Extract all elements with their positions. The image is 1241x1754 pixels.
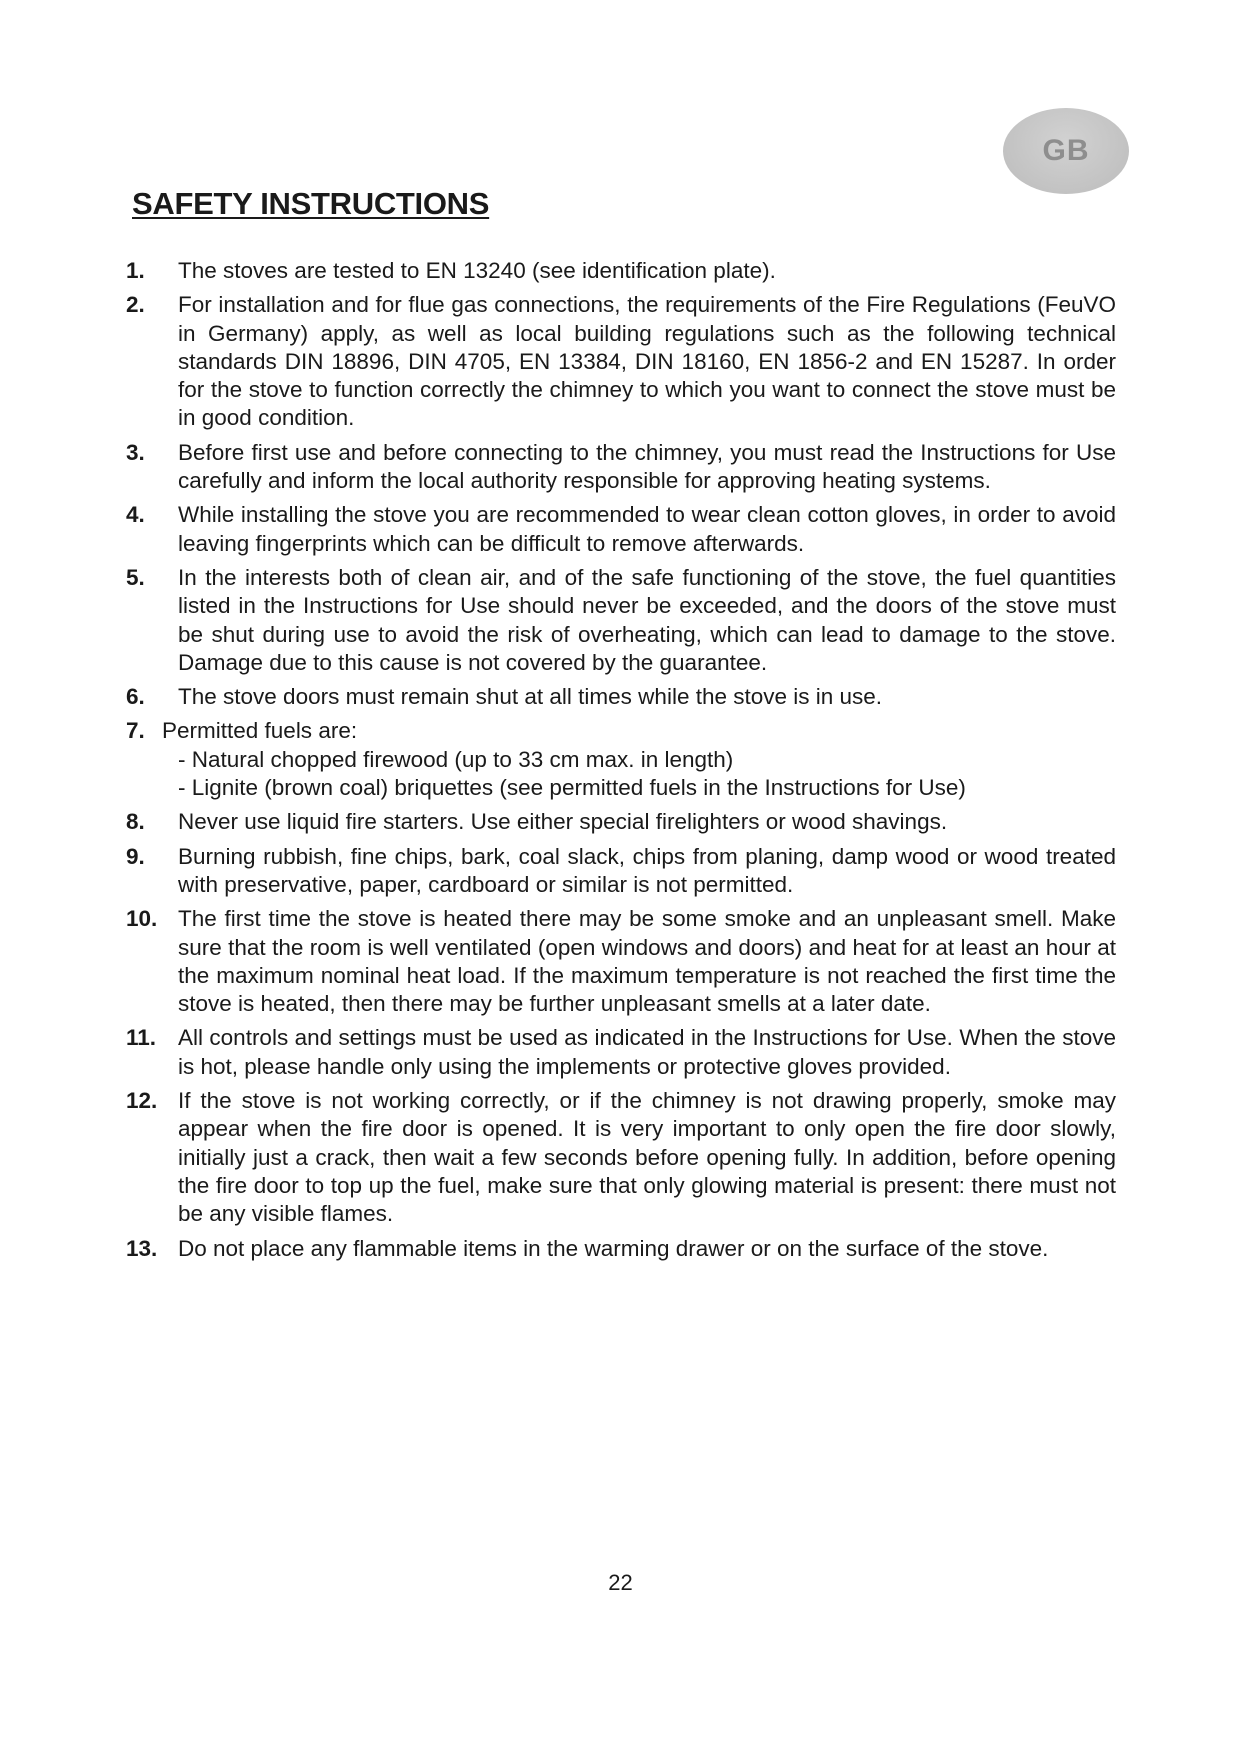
- instruction-text: The stoves are tested to EN 13240 (see identification plate).: [178, 258, 776, 283]
- fuel-list-item: - Natural chopped firewood (up to 33 cm max. in length): [178, 746, 734, 772]
- page-number: 22: [608, 1570, 633, 1595]
- instruction-item: [126, 717, 1116, 802]
- instruction-number: 6.: [126, 684, 145, 710]
- instruction-text: Permitted fuels are:: [162, 718, 358, 744]
- instruction-item: [126, 843, 1116, 900]
- instruction-item: [126, 683, 1116, 711]
- instruction-number: 2.: [126, 292, 145, 318]
- instruction-number: 8.: [126, 809, 145, 835]
- instruction-item: [126, 439, 1116, 496]
- instruction-number: 4.: [126, 502, 145, 528]
- instruction-number: 10.: [126, 906, 158, 932]
- instruction-text: Burning rubbish, fine chips, bark, coal slack, chips from planing, damp wood or wood treated with preservative, paper, cardboard or similar is not permitted.: [178, 843, 1116, 897]
- instruction-text: For installation and for flue gas connections, the requirements of the Fire Regulations (FeuVO in Germany) apply, as well as local building regulations such as the following technical standards DIN 18896, DIN 4705, EN 13384, DIN 18160, EN 1856-2 and EN 15287. In order for the stove to function correctly the chimney to which you want to connect the stove must be in good condition.: [178, 292, 1116, 431]
- instruction-item: [126, 564, 1116, 677]
- instruction-item: [126, 291, 1116, 432]
- instruction-text: The first time the stove is heated there may be some smoke and an unpleasant smell. Make sure that the room is well ventilated (open windows and doors) and heat for at least an hour at the maximum nominal heat load. If the maximum temperature is not reached the first time the stove is heated, then there may be further unpleasant smells at a later date.: [178, 906, 1116, 1017]
- instruction-item: [126, 501, 1116, 558]
- instruction-text: While installing the stove you are recommended to wear clean cotton gloves, in order to avoid leaving fingerprints which can be difficult to remove afterwards.: [178, 502, 1116, 556]
- language-badge-label: GB: [1042, 134, 1090, 167]
- instruction-text: The stove doors must remain shut at all times while the stove is in use.: [178, 684, 883, 710]
- instruction-item: [126, 257, 1116, 285]
- instruction-item: [126, 1087, 1116, 1228]
- instruction-item: [126, 905, 1116, 1018]
- instruction-number: 11.: [126, 1025, 157, 1051]
- instruction-number: 7.: [126, 718, 145, 744]
- instruction-text: Before first use and before connecting to the chimney, you must read the Instructions for Use carefully and inform the local authority responsible for approving heating systems.: [178, 439, 1116, 494]
- instruction-text: All controls and settings must be used as indicated in the Instructions for Use. When the stove is hot, please handle only using the implements or protective gloves provided.: [178, 1025, 1116, 1079]
- instruction-item: [126, 1235, 1116, 1263]
- instruction-number: 1.: [126, 258, 145, 283]
- instruction-number: 13.: [126, 1235, 158, 1261]
- language-badge: [1003, 108, 1129, 194]
- instruction-number: 5.: [126, 564, 145, 590]
- instruction-number: 12.: [126, 1088, 158, 1114]
- instruction-number: 3.: [126, 439, 145, 465]
- instruction-item: [126, 1024, 1116, 1081]
- instruction-text: Do not place any flammable items in the warming drawer or on the surface of the stove.: [178, 1235, 1049, 1261]
- instruction-text: Never use liquid fire starters. Use either special firelighters or wood shavings.: [178, 809, 948, 835]
- instruction-text: If the stove is not working correctly, or if the chimney is not drawing properly, smoke may appear when the fire door is opened. It is very important to only open the fire door slowly, initially just a crack, then wait a few seconds before opening fully. In addition, before opening the fire door to top up the fuel, make sure that only glowing material is present: there must not be any visible flames.: [178, 1088, 1116, 1227]
- page-title: SAFETY INSTRUCTIONS: [132, 186, 490, 221]
- safety-instructions-list: [126, 257, 1116, 1269]
- fuel-list-item: - Lignite (brown coal) briquettes (see permitted fuels in the Instructions for Use): [178, 775, 966, 801]
- instruction-number: 9.: [126, 843, 145, 869]
- instruction-item: [126, 808, 1116, 836]
- instruction-text: In the interests both of clean air, and of the safe functioning of the stove, the fuel quantities listed in the Instructions for Use should never be exceeded, and the doors of the stove must be shut during use to avoid the risk of overheating, which can lead to damage to the stove. Damage due to this cause is not covered by the guarantee.: [178, 564, 1116, 675]
